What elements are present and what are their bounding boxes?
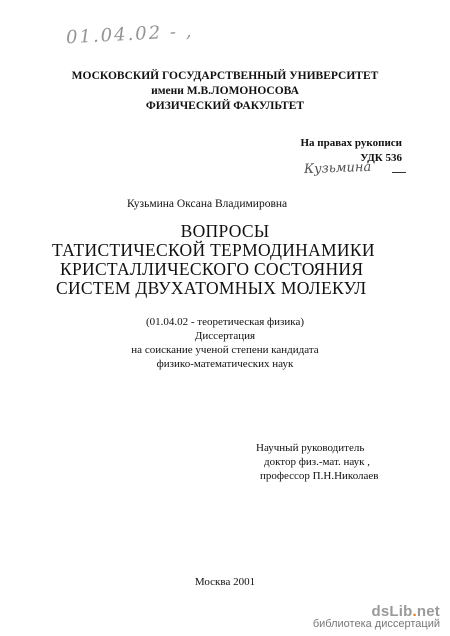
supervisor-degree: доктор физ.-мат. наук , — [264, 456, 370, 468]
manuscript-rights: На правах рукописи — [300, 137, 402, 149]
supervisor-name: профессор П.Н.Николаев — [260, 470, 379, 482]
author-name: Кузьмина Оксана Владимировна — [127, 198, 288, 210]
udk-code: УДК 536 — [360, 152, 402, 164]
handwritten-note: 01.04.02 - , — [65, 20, 194, 49]
university-name: МОСКОВСКИЙ ГОСУДАРСТВЕННЫЙ УНИВЕРСИТЕТ — [71, 70, 379, 82]
title-line-3: КРИСТАЛЛИЧЕСКОГО СОСТОЯНИЯ — [60, 259, 364, 279]
handwritten-signature: Кузьмина — [303, 159, 372, 178]
title-line-1: ВОПРОСЫ — [180, 221, 270, 241]
document-type: Диссертация — [194, 330, 256, 342]
dslib-watermark[interactable] — [313, 603, 440, 630]
supervisor-role: Научный руководитель — [256, 442, 365, 454]
faculty-name: ФИЗИЧЕСКИЙ ФАКУЛЬТЕТ — [145, 100, 305, 112]
degree-purpose: на соискание ученой степени кандидата — [131, 344, 319, 356]
signature-dash — [392, 172, 406, 173]
dslib-logo: dsLib.net — [371, 603, 440, 620]
place-year: Москва 2001 — [194, 576, 256, 588]
degree-field: физико-математических наук — [156, 358, 294, 370]
specialty: (01.04.02 - теоретическая физика) — [145, 316, 304, 328]
dslib-subtitle: библиотека диссертаций — [312, 618, 440, 630]
title-line-4: СИСТЕМ ДВУХАТОМНЫХ МОЛЕКУЛ — [56, 278, 367, 298]
university-named-after: имени М.В.ЛОМОНОСОВА — [151, 85, 299, 97]
title-line-2: ТАТИСТИЧЕСКОЙ ТЕРМОДИНАМИКИ — [52, 240, 375, 260]
